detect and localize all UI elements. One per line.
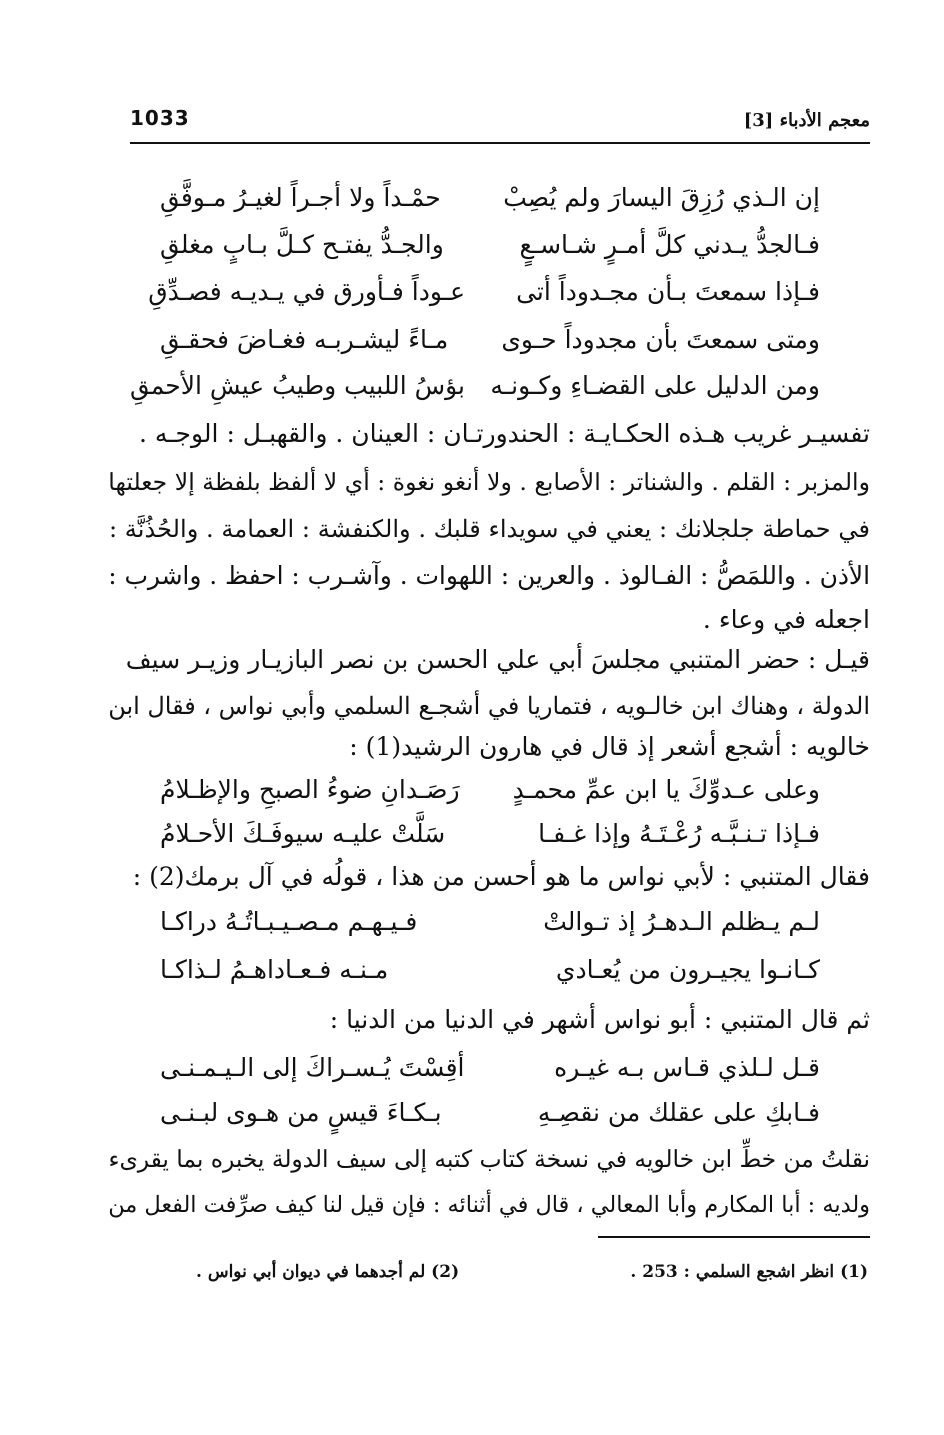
prose-line: اجعله في وعاء . [702,605,870,634]
verse-second-hemistich: مـنـه فـعـاداهـمُ لـذاكـا [160,955,389,984]
verse-second-hemistich: سَلَّتْ عليـه سيوفَـكَ الأحـلامُ [160,819,446,848]
verse-line [160,1091,820,1135]
verse-line [160,768,820,812]
verse-line [160,1046,820,1090]
verse-second-hemistich: عـوداً فـأورق في يـديـه فصـدِّقِ [148,277,465,306]
prose-line: ثم قال المتنبي : أبو نواس أشهر في الدنيا من الدنيا : [329,1005,870,1034]
verse-line [148,270,820,314]
prose-line: تفسيـر غريب هـذه الحكـايـة : الحندورتـان : العينان . والقهبـل : الوجـه . [138,419,870,448]
verse-second-hemistich: مـاءً ليشـربـه فغـاضَ فحقـقِ [160,325,449,354]
verse-second-hemistich: والجـدُّ يفتـح كـلَّ بـابٍ مغلقِ [160,230,444,259]
prose-line: نقلتُ من خطِّ ابن خالويه في نسخة كتاب كتبه إلى سيف الدولة يخبره بما يقرىء [108,1146,870,1173]
verse-first-hemistich: كـانـوا يجيـرون من يُعـادي [555,955,820,984]
verse-first-hemistich: فـابكِ على عقلك من نقصِـهِ [537,1098,820,1127]
verse-line [160,900,820,944]
verse-line [129,364,820,408]
verse-second-hemistich: بـكـاءَ قيسٍ من هـوى لبـنـى [160,1098,442,1127]
verse-first-hemistich: فـإذا تـنـبَّـه رُعْـتَـهُ وإذا غـفـا [538,819,820,848]
verse-line [160,812,820,856]
prose-line: والمزبر : القلم . والشناتر : الأصابع . ولا أنغو نغوة : أي لا ألفظ بلفظة إلا جعلتها [108,468,870,496]
verse-first-hemistich: فـالجدُّ يـدني كلَّ أمـرٍ شـاسـعٍ [519,230,820,259]
verse-first-hemistich: لـم يـظلم الـدهـرُ إذ تـوالتْ [543,907,820,936]
verse-first-hemistich: وعلى عـدوِّكَ يا ابن عمِّ محمـدٍ [512,775,820,804]
footnote-divider [598,1236,870,1238]
prose-line: الأذن . واللمَصُّ : الفـالوذ . والعرين : اللهوات . وآشـرب : احفظ . واشرب : [108,561,870,590]
verse-second-hemistich: بؤسُ اللبيب وطيبُ عيشِ الأحمقِ [129,371,465,400]
verse-second-hemistich: رَصَـدانِ ضوءُ الصبحِ والإظـلامُ [160,775,460,804]
prose-line: ولديه : أبا المكارم وأبا المعالي ، قال في أثنائه : فإن قيل لنا كيف صرِّفت الفعل من [108,1192,870,1218]
verse-first-hemistich: فـإذا سمعتَ بـأن مجـدوداً أتى [516,277,820,306]
prose-line: قيـل : حضر المتنبي مجلسَ أبي علي الحسن بن نصر البازيـار وزيـر سيف [125,645,870,674]
running-title: معجم الأدباء [3] [743,110,870,131]
prose-line: في حماطة جلجلانك : يعني في سويداء قلبك . والكنفشة : العمامة . والحُذُنَّة : [109,515,870,543]
verse-line [160,223,820,267]
verse-line [160,318,820,362]
verse-second-hemistich: فـيـهـم مـصـيـبـاتُـهُ دراكـا [160,907,418,936]
footnote-1: (1) انظر اشجع السلمي : 253 . [630,1262,868,1282]
verse-second-hemistich: أقِسْتَ يُـسـراكَ إلى الـيـمـنـى [160,1053,465,1082]
verse-first-hemistich: ومن الدليل على القضـاءِ وكـونـه [490,371,820,400]
prose-line: فقال المتنبي : لأبي نواس ما هو أحسن من هذا ، قولُه في آل برمك(2) : [132,862,870,891]
page-header [130,106,870,144]
verse-first-hemistich: ومتى سمعتَ بأن مجدوداً حـوى [501,325,820,354]
verse-line [160,948,820,992]
verse-line [160,176,820,220]
page-number: 1033 [130,106,190,130]
footnote-2: (2) لم أجدهما في ديوان أبي نواس . [196,1262,460,1282]
verse-first-hemistich: إن الـذي رُزِقَ اليسارَ ولم يُصِبْ [503,183,820,212]
verse-first-hemistich: قـل لـلذي قـاس بـه غيـره [554,1053,820,1082]
prose-line: خالويه : أشجع أشعر إذ قال في هارون الرشيد(1) : [349,732,870,761]
verse-second-hemistich: حمْـداً ولا أجـراً لغيـرُ مـوفَّقِ [160,183,441,212]
prose-line: الدولة ، وهناك ابن خالـويه ، فتماريا في أشجـع السلمي وأبي نواس ، فقال ابن [108,692,870,720]
